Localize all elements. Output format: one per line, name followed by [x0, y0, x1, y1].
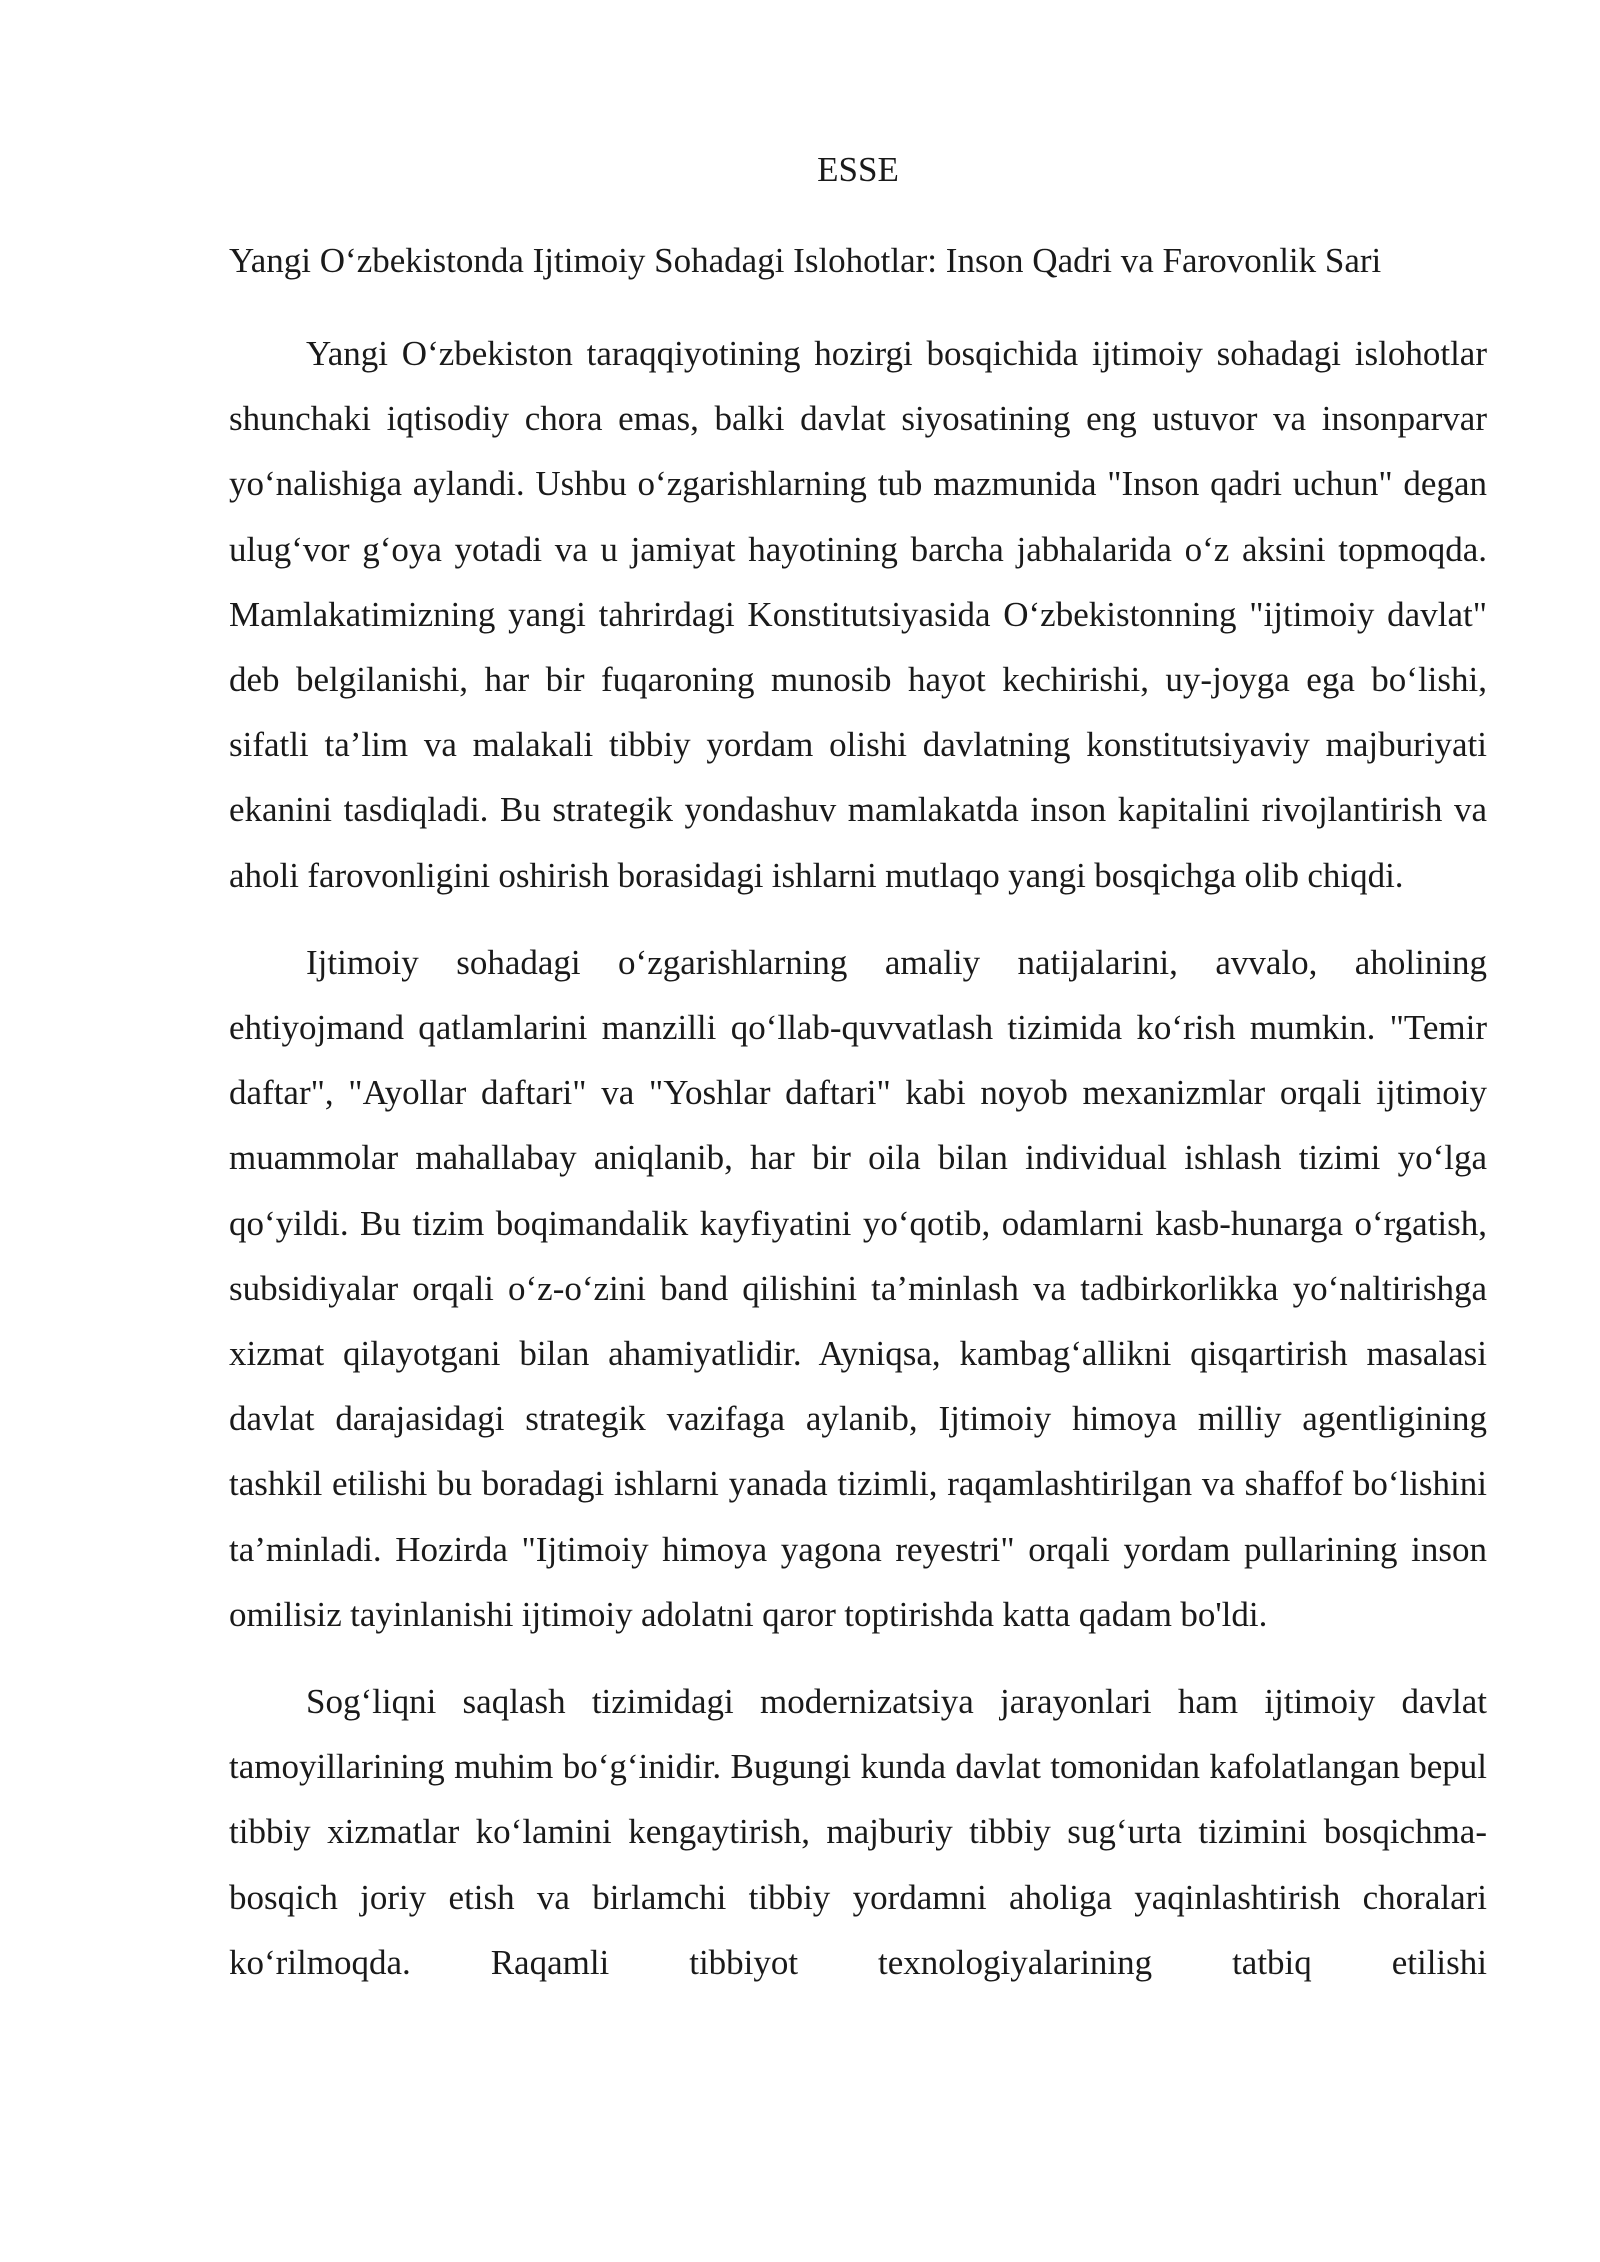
essay-title: Yangi O‘zbekistonda Ijtimoiy Sohadagi Islohotlar: Inson Qadri va Farovonlik Sari — [229, 241, 1382, 280]
paragraph: Sog‘liqni saqlash tizimidagi modernizatsiya jarayonlari ham ijtimoiy davlat tamoyillarining muhim bo‘g‘inidir. Bugungi kunda davlat tomonidan kafolatlangan bepul tibbiy xizmatlar ko‘lamini kengaytirish, majburiy tibbiy sug‘urta tizimini bosqichma-bosqich joriy etish va birlamchi tibbiy yordamni aholiga yaqinlashtirish choralari ko‘rilmoqda. Raqamli tibbiyot texnologiyalarining tatbiq etilishi — [229, 1682, 1487, 1982]
paragraph: Yangi O‘zbekiston taraqqiyotining hozirgi bosqichida ijtimoiy sohadagi islohotlar shunchaki iqtisodiy chora emas, balki davlat siyosatining eng ustuvor va insonparvar yo‘nalishiga aylandi. Ushbu o‘zgarishlarning tub mazmunida "Inson qadri uchun" degan ulug‘vor g‘oya yotadi va u jamiyat hayotining barcha jabhalarida o‘z aksini topmoqda. Mamlakatimizning yangi tahrirdagi Konstitutsiyasida O‘zbekistonning "ijtimoiy davlat" deb belgilanishi, har bir fuqaroning munosib hayot kechirishi, uy-joyga ega bo‘lishi, sifatli ta’lim va malakali tibbiy yordam olishi davlatning konstitutsiyaviy majburiyati ekanini tasdiqladi. Bu strategik yondashuv mamlakatda inson kapitalini rivojlantirish va aholi farovonligini oshirish borasidagi ishlarni mutlaqo yangi bosqichga olib chiqdi. — [229, 334, 1487, 895]
document-heading-text: ESSE — [817, 150, 899, 189]
paragraph: Ijtimoiy sohadagi o‘zgarishlarning amaliy natijalarini, avvalo, aholining ehtiyojmand qatlamlarini manzilli qo‘llab-quvvatlash tizimida ko‘rish mumkin. "Temir daftar", "Ayollar daftari" va "Yoshlar daftari" kabi noyob mexanizmlar orqali ijtimoiy muammolar mahallabay aniqlanib, har bir oila bilan individual ishlash tizimi yo‘lga qo‘yildi. Bu tizim boqimandalik kayfiyatini yo‘qotib, odamlarni kasb-hunarga o‘rgatish, subsidiyalar orqali o‘z-o‘zini band qilishini ta’minlash va tadbirkorlikka yo‘naltirishga xizmat qilayotgani bilan ahamiyatlidir. Ayniqsa, kambag‘allikni qisqartirish masalasi davlat darajasidagi strategik vazifaga aylanib, Ijtimoiy himoya milliy agentligining tashkil etilishi bu boradagi ishlarni yanada tizimli, raqamlashtirilgan va shaffof bo‘lishini ta’minladi. Hozirda "Ijtimoiy himoya yagona reyestri" orqali yordam pullarining inson omilisiz tayinlanishi ijtimoiy adolatni qaror toptirishda katta qadam bo'ldi. — [229, 942, 1487, 1634]
essay-body — [229, 321, 1487, 1995]
document-heading — [0, 152, 1600, 187]
